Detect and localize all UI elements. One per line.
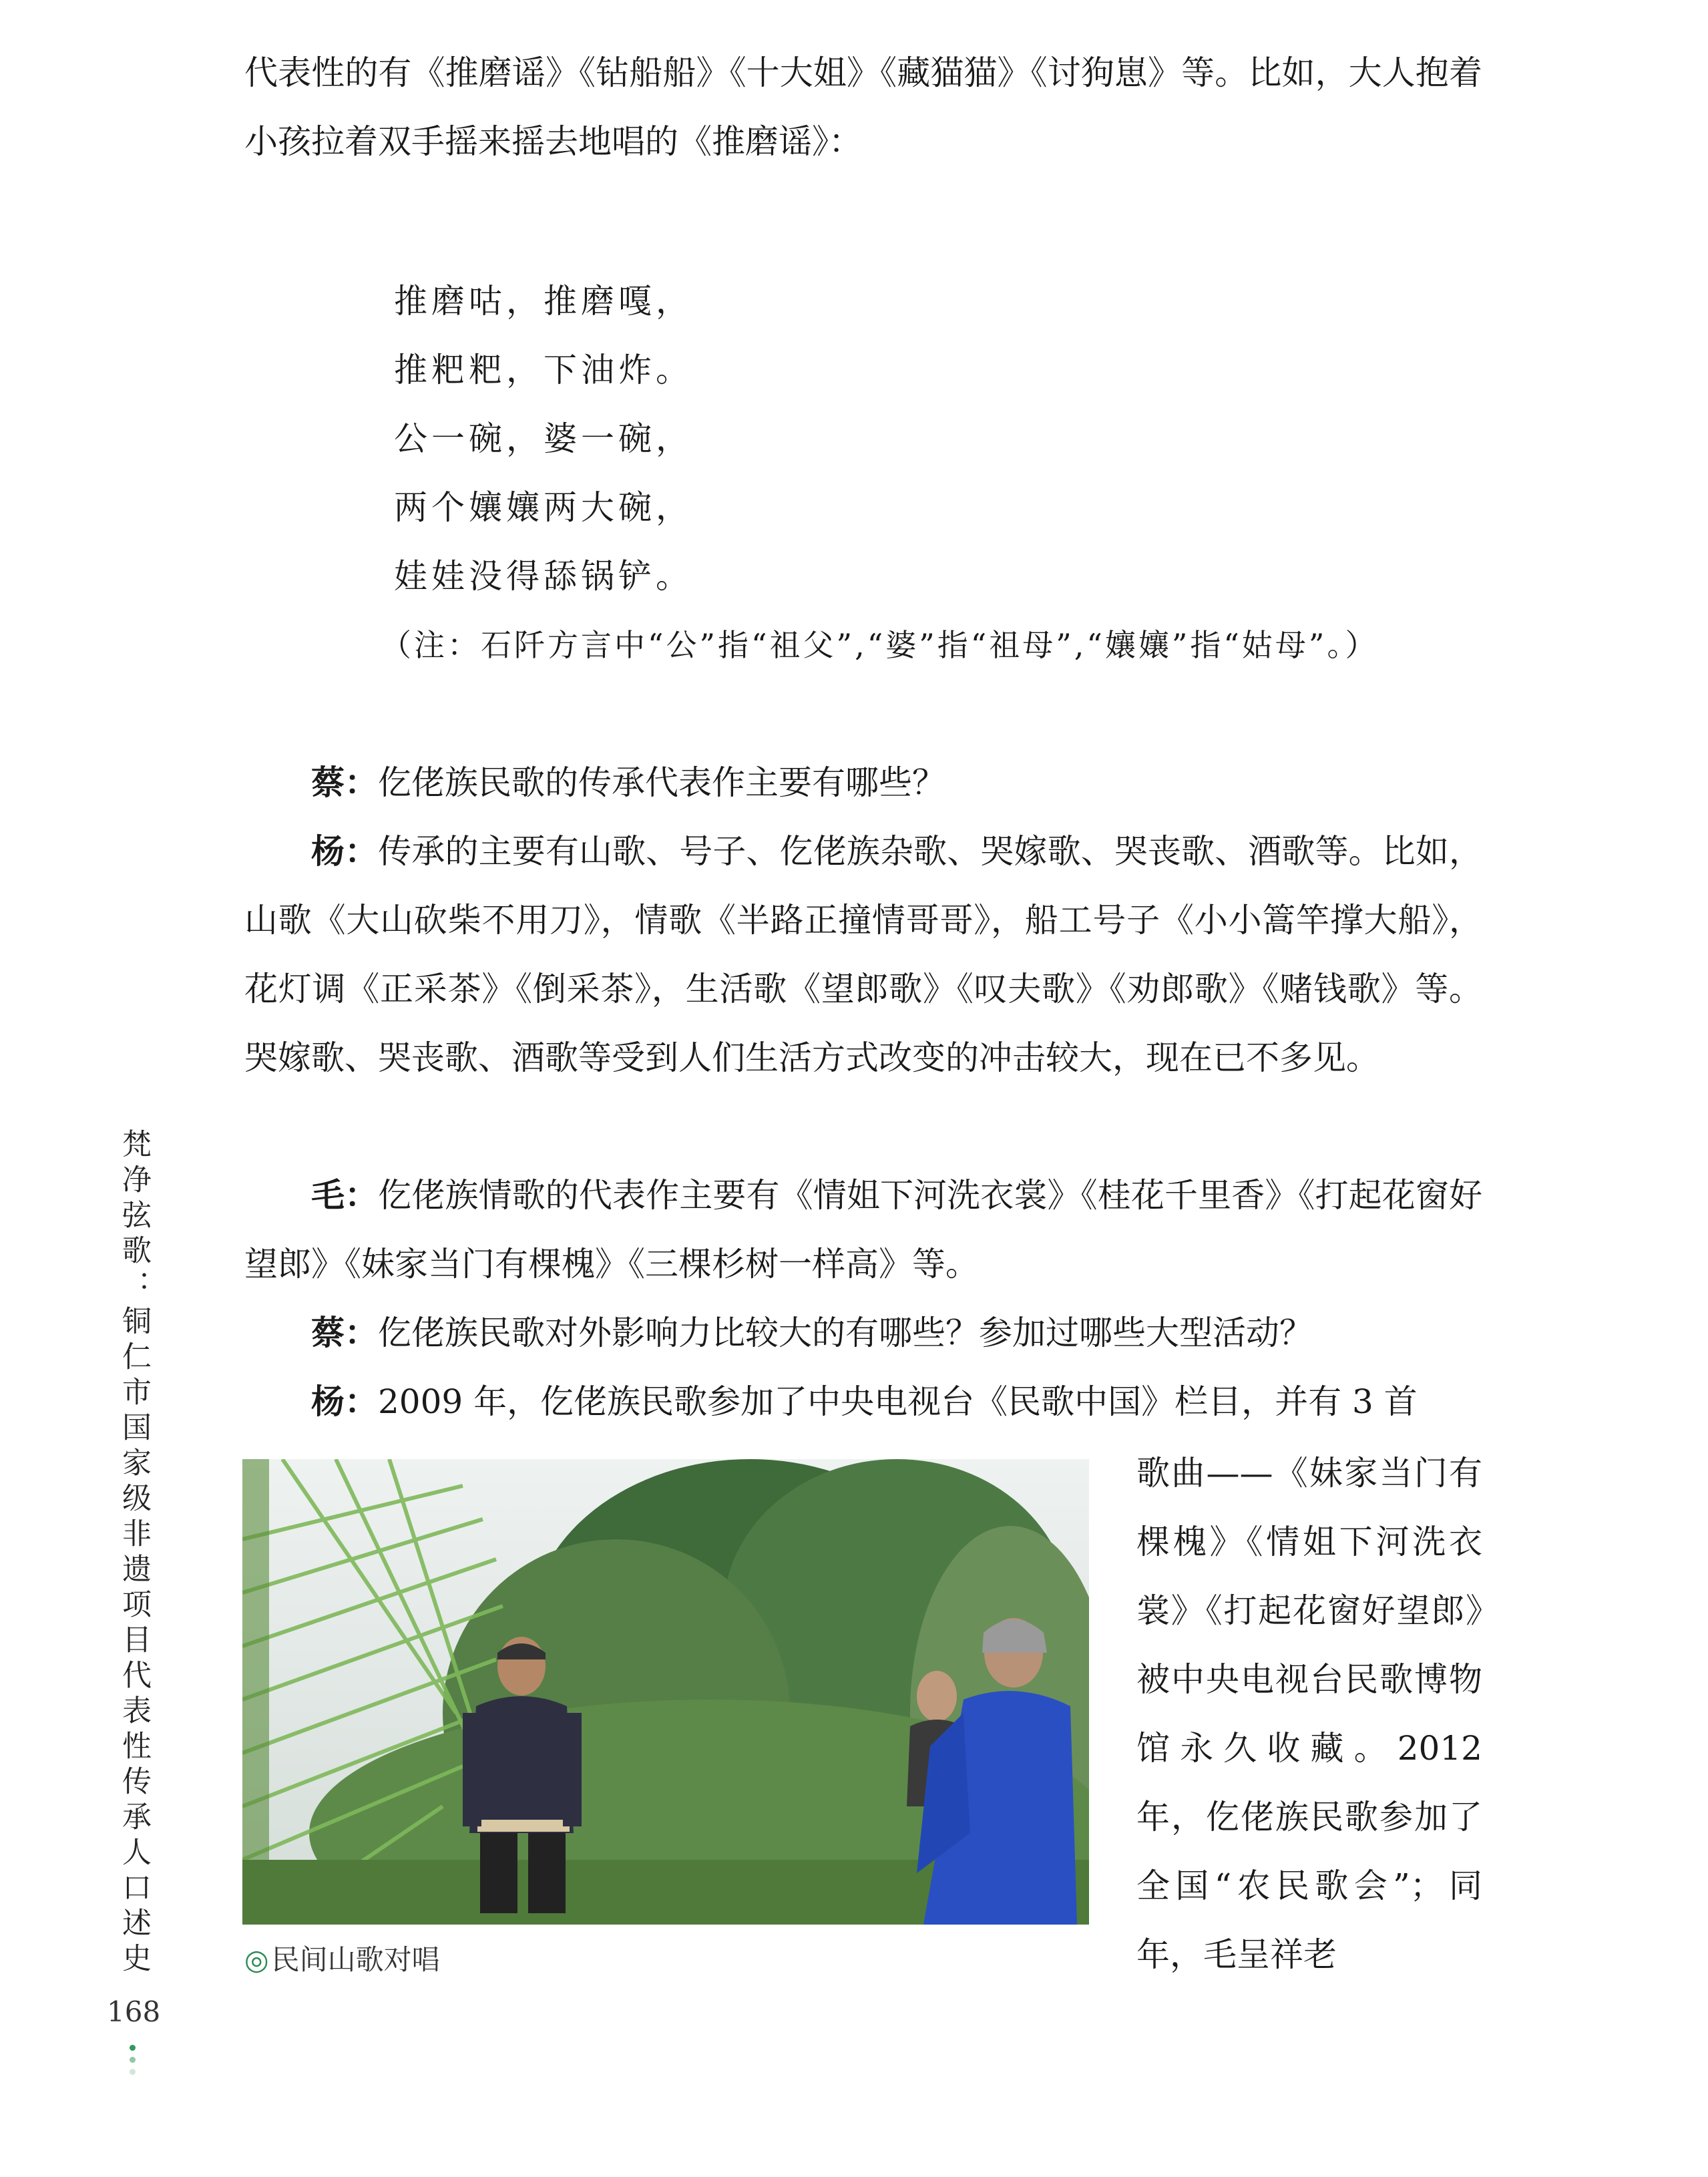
poem-note: （注：石阡方言中“公”指“祖父”,“婆”指“祖母”,“孃孃”指“姑母”。） xyxy=(381,627,1379,663)
running-title: 梵净弦歌：铜仁市国家级非遗项目代表性传承人口述史 xyxy=(117,1129,151,1978)
decorative-dot xyxy=(130,2057,136,2063)
speaker-label: 杨： xyxy=(311,831,379,871)
photo-caption xyxy=(244,1940,440,1980)
answer-text: 传承的主要有山歌、号子、仡佬族杂歌、哭嫁歌、哭丧歌、酒歌等。比如，山歌《大山砍柴不用刀》，情歌《半路正撞情哥哥》，船工号子《小小篙竿撑大船》，花灯调《正采茶》《倒采茶》，生活歌《望郎歌》《叹夫歌》《劝郎歌》《赌钱歌》等。哭嫁歌、哭丧歌、酒歌等受到人们生活方式改变的冲击较大，现在已不多见。 xyxy=(244,832,1483,1077)
caption-text: 民间山歌对唱 xyxy=(271,1943,440,1976)
caption-mark: ◎ xyxy=(244,1943,269,1976)
answer-text: 2009 年，仡佬族民歌参加了中央电视台《民歌中国》栏目，并有 3 首 xyxy=(378,1382,1418,1421)
poem-line: 娃娃没得舔锅铲。 xyxy=(394,557,693,596)
poem-line: 公一碗，婆一碗， xyxy=(394,419,693,458)
question-text: 仡佬族民歌对外影响力比较大的有哪些？参加过哪些大型活动？ xyxy=(378,1314,1313,1352)
poem-line: 两个孃孃两大碗， xyxy=(394,488,693,527)
speaker-label: 蔡： xyxy=(311,763,378,802)
answer-1 xyxy=(244,817,1482,1093)
speaker-label: 毛： xyxy=(311,1175,379,1215)
question-1 xyxy=(244,748,1482,817)
decorative-dot xyxy=(130,2069,136,2075)
poem-line: 推粑粑，下油炸。 xyxy=(394,351,693,389)
poem-block xyxy=(394,267,1496,611)
question-text: 仡佬族民歌的传承代表作主要有哪些？ xyxy=(378,763,945,802)
answer-2 xyxy=(244,1161,1482,1299)
speaker-label: 蔡： xyxy=(311,1313,378,1352)
intro-text: 代表性的有《推磨谣》《钻船船》《十大姐》《藏猫猫》《讨狗崽》等。比如，大人抱着小孩拉着双手摇来摇去地唱的《推磨谣》： xyxy=(244,53,1482,161)
question-2 xyxy=(244,1298,1482,1368)
page-number: 168 xyxy=(107,1995,161,2028)
poem-line: 推磨咕，推磨嘎， xyxy=(394,282,693,321)
speaker-label: 杨： xyxy=(311,1382,378,1421)
answer-3 xyxy=(244,1367,1482,1436)
intro-paragraph xyxy=(244,39,1482,176)
folk-song-photo xyxy=(242,1459,1089,1925)
answer-text: 仡佬族情歌的代表作主要有《情姐下河洗衣裳》《桂花千里香》《打起花窗好望郎》《妹家当门有棵槐》《三棵杉树一样高》等。 xyxy=(244,1176,1483,1283)
side-column-text: 歌曲——《妹家当门有棵槐》《情姐下河洗衣裳》《打起花窗好望郎》被中央电视台民歌博物馆永久收藏。2012 年，仡佬族民歌参加了全国“农民歌会”；同年，毛呈祥老 xyxy=(1136,1454,1482,1974)
decorative-dot xyxy=(130,2045,136,2051)
